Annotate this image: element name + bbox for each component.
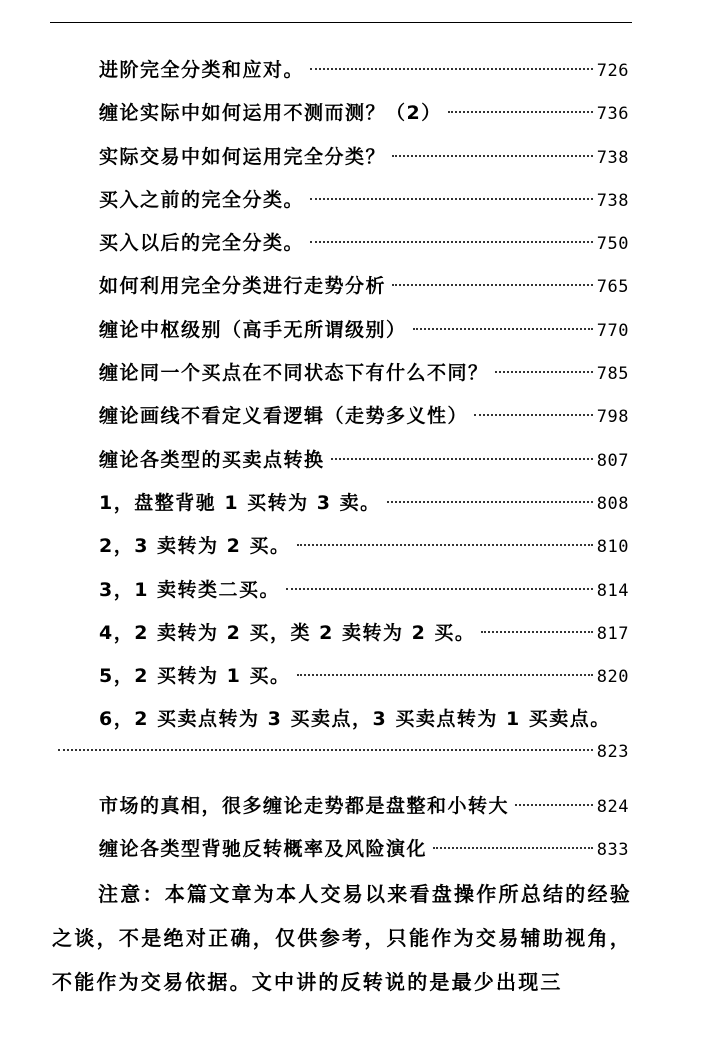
toc-entry[interactable]: [99, 828, 629, 871]
toc-entry-title: 如何利用完全分类进行走势分析: [99, 275, 387, 298]
toc-entry[interactable]: [99, 482, 629, 525]
toc-entry-title: 缠论画线不看定义看逻辑（走势多义性）: [99, 405, 469, 428]
toc-entry-page: 817: [596, 623, 629, 644]
header-rule: [50, 22, 632, 23]
toc-entry-page: 750: [596, 234, 629, 255]
toc-dot-leader: [433, 847, 593, 849]
toc-entry-title: 缠论实际中如何运用不测而测？（2）: [99, 102, 442, 125]
toc-entry-page: 810: [596, 537, 629, 558]
toc-dot-leader: [387, 501, 593, 503]
toc-entry[interactable]: [99, 49, 629, 92]
toc-entry[interactable]: [99, 439, 629, 482]
toc-entry-wrapped[interactable]: [99, 698, 629, 741]
toc-dot-leader: [331, 458, 593, 460]
toc-dot-leader: [310, 198, 593, 200]
toc-dot-leader: [310, 241, 593, 243]
toc-entry-page: 770: [596, 320, 629, 341]
toc-entry-page: 808: [596, 493, 629, 514]
toc-dot-leader: [392, 284, 593, 286]
toc-entry-title: 3，1 卖转类二买。: [99, 578, 281, 601]
toc-entry-page: 833: [596, 840, 629, 861]
disclaimer-paragraph: 注意：本篇文章为本人交易以来看盘操作所总结的经验之谈，不是绝对正确，仅供参考，只能作为交易辅助视角，不能作为交易依据。文中讲的反转说的是最少出现三: [52, 882, 632, 994]
toc-entry[interactable]: [99, 352, 629, 395]
toc-entry-page: 823: [596, 741, 629, 762]
toc-entry[interactable]: [99, 222, 629, 265]
toc-entry-title: 4，2 卖转为 2 买，类 2 卖转为 2 买。: [99, 621, 476, 644]
toc-entry-title: 买入以后的完全分类。: [99, 232, 305, 255]
toc-entry[interactable]: [99, 265, 629, 308]
toc-dot-leader: [392, 155, 593, 157]
toc-entry[interactable]: [99, 309, 629, 352]
toc-entry[interactable]: [99, 136, 629, 179]
toc-entry-title: 5，2 买转为 1 买。: [99, 665, 291, 688]
toc-entry[interactable]: [99, 655, 629, 698]
toc-entry-page: 738: [596, 147, 629, 168]
toc-entry[interactable]: [99, 525, 629, 568]
toc-entry-page: 738: [596, 190, 629, 211]
toc-entry-title: 市场的真相，很多缠论走势都是盘整和小转大: [99, 795, 510, 818]
toc-dot-leader: [481, 631, 592, 633]
toc-dot-leader: [448, 111, 593, 113]
toc-dot-leader: [474, 414, 593, 416]
toc-dot-leader: [58, 749, 593, 751]
toc-entry-page: 807: [596, 450, 629, 471]
toc-dot-leader: [297, 674, 593, 676]
toc-entry-page: 824: [596, 797, 629, 818]
toc-entry-page: 820: [596, 667, 629, 688]
toc-entry[interactable]: [99, 395, 629, 438]
toc-entry-title: 缠论同一个买点在不同状态下有什么不同？: [99, 362, 489, 385]
toc-entry-wrapped-continuation[interactable]: [58, 742, 629, 785]
toc-entry[interactable]: [99, 569, 629, 612]
toc-entry-page: 814: [596, 580, 629, 601]
toc-entry-title: 缠论各类型背驰反转概率及风险演化: [99, 838, 428, 861]
toc-entry-page: 785: [596, 364, 629, 385]
toc-entry-title: 买入之前的完全分类。: [99, 188, 305, 211]
toc-entry-title: 1，盘整背驰 1 买转为 3 卖。: [99, 491, 381, 514]
toc-entry[interactable]: [99, 612, 629, 655]
table-of-contents: [0, 49, 704, 872]
toc-entry[interactable]: [99, 179, 629, 222]
toc-dot-leader: [515, 804, 593, 806]
toc-entry-title: 实际交易中如何运用完全分类？: [99, 145, 387, 168]
toc-entry-page: 736: [596, 104, 629, 125]
toc-entry-page: 798: [596, 407, 629, 428]
toc-entry-title: 缠论各类型的买卖点转换: [99, 448, 325, 471]
toc-entry-page: 765: [596, 277, 629, 298]
toc-entry-title: 2，3 卖转为 2 买。: [99, 535, 291, 558]
toc-dot-leader: [286, 588, 593, 590]
toc-dot-leader: [495, 371, 593, 373]
toc-entry-title: 缠论中枢级别（高手无所谓级别）: [99, 318, 407, 341]
toc-entry-page: 726: [596, 61, 629, 81]
toc-dot-leader: [297, 544, 593, 546]
toc-entry[interactable]: [99, 92, 629, 135]
toc-entry-title: 进阶完全分类和应对。: [99, 59, 305, 81]
toc-dot-leader: [413, 328, 593, 330]
toc-dot-leader: [310, 68, 593, 70]
toc-entry[interactable]: [99, 785, 629, 828]
toc-entry-title: 6，2 买卖点转为 3 买卖点，3 买卖点转为 1 买卖点。: [99, 708, 611, 731]
